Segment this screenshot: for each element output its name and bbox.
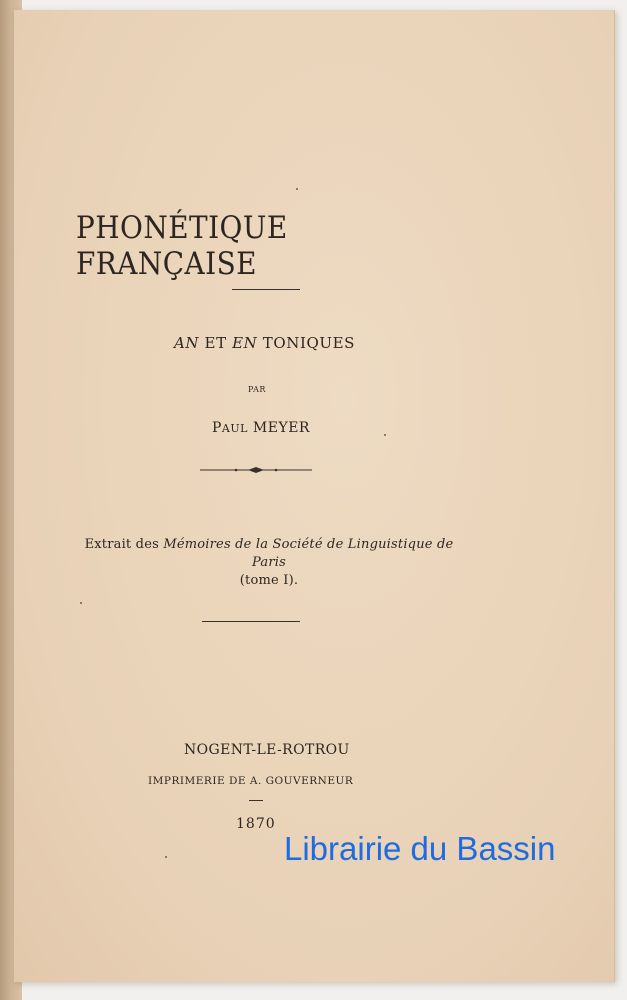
extract-prefix: Extrait des [84,537,159,552]
subtitle-an: AN [174,334,200,352]
par-label: PAR [248,385,266,394]
author-first-initial: P [212,420,222,436]
extract-work-title: Mémoires de la Société de Linguistique de Paris [163,537,454,570]
subtitle-et: ET [204,334,227,352]
author-first-rest: AUL [221,422,248,435]
subtitle [174,334,374,352]
subtitle-toniques: TONIQUES [262,334,356,352]
ornament-rule [200,464,312,476]
section-rule [202,621,300,622]
watermark-text: Librairie du Bassin [284,830,556,867]
author-last-name: MEYER [252,420,310,436]
imprint-year: 1870 [236,816,276,832]
paper-speck [165,856,167,858]
title-rule [232,289,300,290]
author-name [212,420,362,436]
paper-speck [80,602,82,604]
subtitle-en: EN [232,334,258,352]
imprint-city: NOGENT-LE-ROTROU [184,742,350,758]
imprint-printer: IMPRIMERIE DE A. GOUVERNEUR [148,775,354,787]
paper-speck [384,434,386,436]
extract-note [84,536,454,590]
paper-speck [296,188,298,190]
book-title: PHONÉTIQUE FRANÇAISE [76,210,288,282]
extract-volume: (tome I). [239,573,299,588]
imprint-dash [249,800,263,801]
